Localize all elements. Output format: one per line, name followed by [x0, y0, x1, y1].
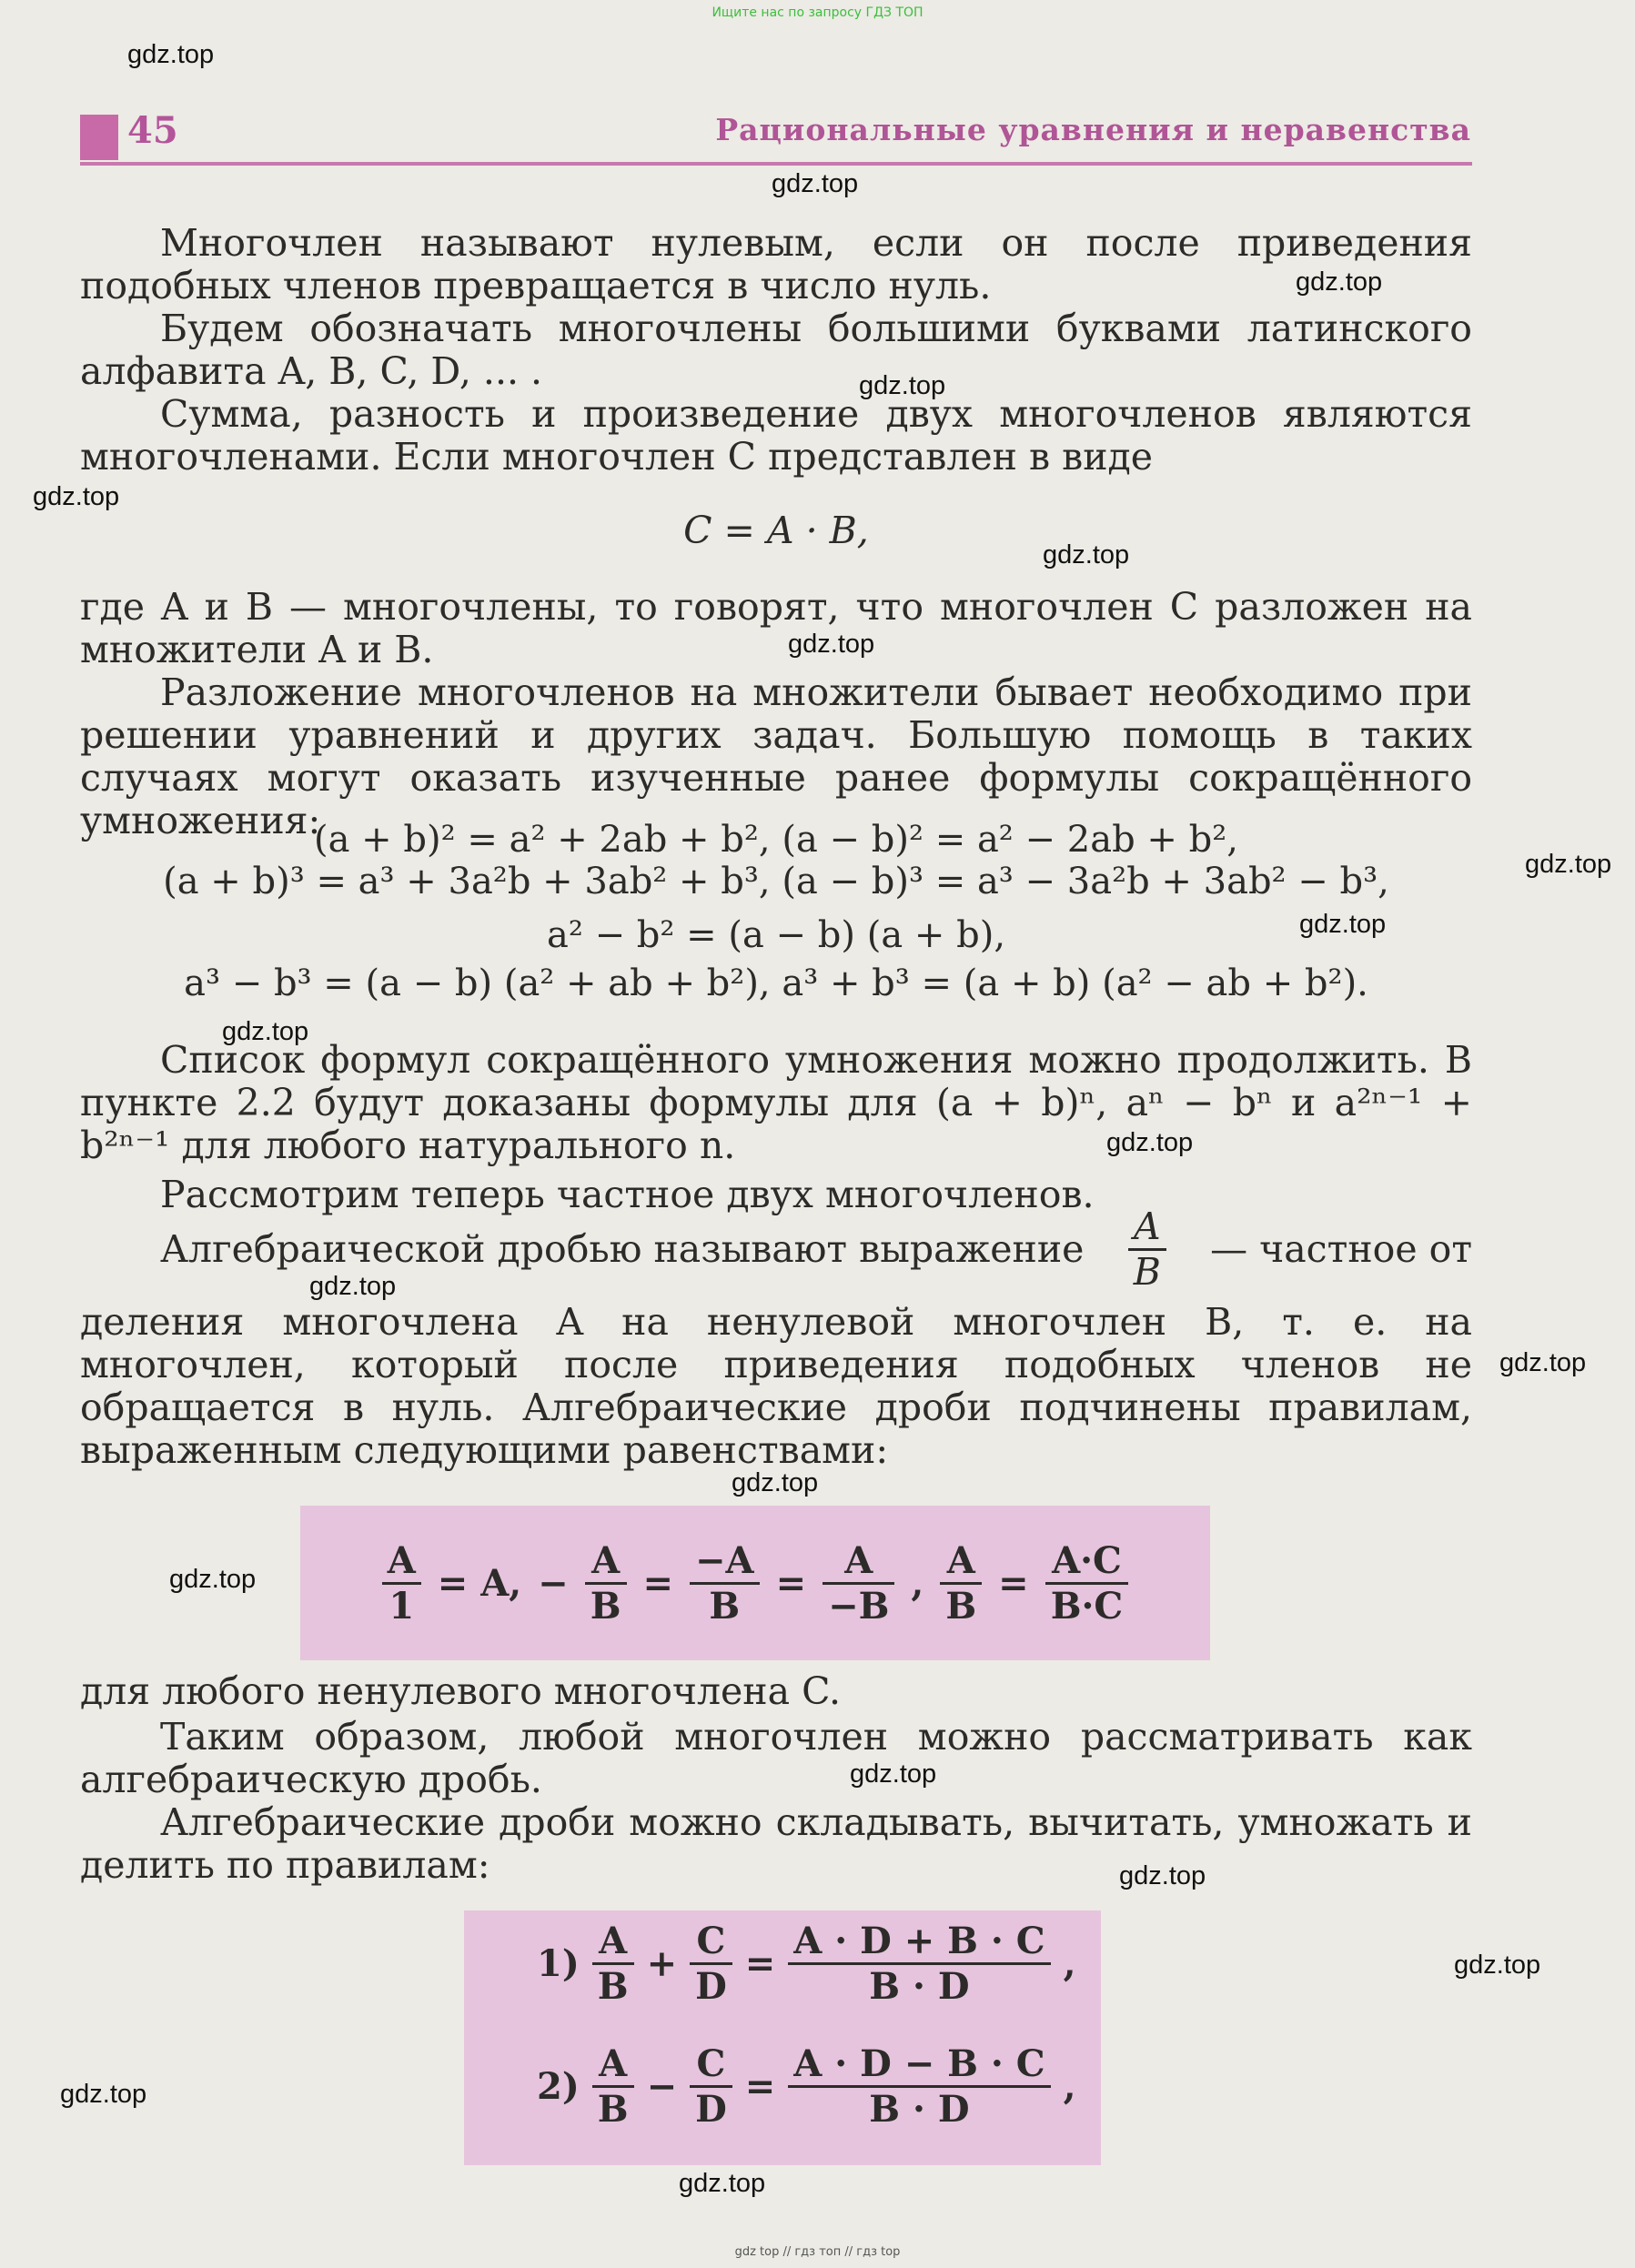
paragraph-8-end: — частное от — [1210, 1227, 1472, 1271]
header-divider — [80, 162, 1472, 166]
formula-cubes: (a + b)³ = a³ + 3a²b + 3ab² + b³, (a − b)³ = a³ − 3a²b + 3ab² − b³, — [163, 861, 1389, 902]
rule-addition: 1) $\frac{A}{B}$ + $\frac{C}{D}$ = $\frac{A \cdot D + B \cdot C}{B \cdot D}$ , — [537, 1920, 1076, 2008]
watermark: gdz.top — [850, 1759, 937, 1789]
fraction-neg-a-over-b: $\frac{A}{B}$ — [585, 1539, 627, 1628]
minus-sign: − — [538, 1561, 569, 1605]
watermark: gdz.top — [1106, 1128, 1194, 1157]
paragraph-8 — [80, 1205, 1472, 1294]
watermark: gdz.top — [679, 2169, 766, 2198]
paragraph-11: Таким образом, любой многочлен можно рассматривать как алгебраическую дробь. — [80, 1715, 1472, 1801]
watermark: gdz.top — [1119, 1861, 1206, 1890]
watermark: gdz.top — [772, 169, 859, 198]
watermark: gdz.top — [859, 371, 946, 400]
rule-subtraction: 2) $\frac{A}{B}$ − $\frac{C}{D}$ = $\frac{A \cdot D - B \cdot C}{B \cdot D}$ , — [537, 2042, 1076, 2131]
watermark: gdz.top — [788, 630, 875, 659]
equals-a: = A, — [437, 1561, 522, 1605]
watermark: gdz.top — [1454, 1950, 1541, 1980]
watermark: gdz.top — [309, 1272, 397, 1301]
bottom-note: gdz top // гдз топ // гдз top — [734, 2245, 901, 2259]
paragraph-6: Список формул сокращённого умножения можно продолжить. В пункте 2.2 будут доказаны формулы для (a + b)ⁿ, aⁿ − bⁿ и a²ⁿ⁻¹ + b²ⁿ⁻¹ для любого натурального n. — [80, 1038, 1472, 1167]
watermark: gdz.top — [222, 1017, 309, 1046]
paragraph-8-start: Алгебраической дробью называют выражение — [160, 1227, 1085, 1271]
watermark: gdz.top — [1525, 850, 1612, 879]
formula-sum-diff-cubes: a³ − b³ = (a − b) (a² + ab + b²), a³ + b³ = (a + b) (a² − ab + b²). — [184, 963, 1368, 1004]
formula-c-product: C = A · B, — [683, 509, 869, 552]
fraction-a-over-b-2: $\frac{A}{B}$ — [940, 1539, 982, 1628]
operation-rules-box — [464, 1910, 1101, 2165]
fraction-minus-a-over-b: $\frac{-A}{B}$ — [690, 1539, 760, 1628]
paragraph-1: Многочлен называют нулевым, если он после приведения подобных членов превращается в число нуль. — [80, 221, 1472, 307]
paragraph-12: Алгебраические дроби можно складывать, вычитать, умножать и делить по правилам: — [80, 1800, 1472, 1887]
watermark: gdz.top — [127, 40, 215, 69]
page-number-marker — [80, 115, 118, 160]
watermark: gdz.top — [1299, 910, 1387, 939]
page-number: 45 — [127, 109, 178, 152]
fraction-numerator: A — [1128, 1205, 1166, 1251]
watermark: gdz.top — [1043, 540, 1130, 570]
paragraph-10: для любого ненулевого многочлена C. — [80, 1669, 842, 1713]
fraction-a-over-minus-b: $\frac{A}{-B}$ — [823, 1539, 894, 1628]
paragraph-4: где A и B — многочлены, то говорят, что многочлен C разложен на множители A и B. — [80, 585, 1472, 671]
paragraph-2: Будем обозначать многочлены большими буквами латинского алфавита A, B, C, D, ... . — [80, 307, 1472, 393]
fraction-a-over-1: $\frac{A}{1}$ — [382, 1539, 421, 1628]
section-title: Рациональные уравнения и неравенства — [715, 112, 1471, 147]
fraction-a-over-b — [1128, 1205, 1166, 1294]
watermark: gdz.top — [732, 1468, 819, 1497]
formula-diff-squares: a² − b² = (a − b) (a + b), — [546, 914, 1006, 956]
watermark: gdz.top — [60, 2080, 147, 2109]
paragraph-3: Сумма, разность и произведение двух многочленов являются многочленами. Если многочлен C представлен в виде — [80, 392, 1472, 479]
watermark: gdz.top — [169, 1565, 257, 1594]
watermark: gdz.top — [1296, 267, 1383, 297]
fraction-denominator: B — [1133, 1250, 1161, 1294]
watermark: gdz.top — [1499, 1348, 1587, 1377]
top-note: Ищите нас по запросу ГДЗ ТОП — [712, 5, 923, 20]
paragraph-9: деления многочлена A на ненулевой многочлен B, т. е. на многочлен, который после приведения подобных членов не обращается в нуль. Алгебраические дроби подчинены правилам, выраженным следующими равенствами: — [80, 1300, 1472, 1472]
paragraph-5: Разложение многочленов на множители бывает необходимо при решении уравнений и других задач. Большую помощь в таких случаях могут оказать изученные ранее формулы сокращённого умножения: — [80, 670, 1472, 842]
fraction-ac-over-bc: $\frac{A\cdot C}{B\cdot C}$ — [1045, 1539, 1129, 1628]
formula-squares: (a + b)² = a² + 2ab + b², (a − b)² = a² − 2ab + b², — [314, 819, 1238, 861]
fraction-rules-box: $\frac{A}{1}$ = A, − $\frac{A}{B}$ = $\frac{-A}{B}$ = $\frac{A}{-B}$ , $\frac{A}{B}$ = $\frac{A\cdot C}{B\cdot C}$ — [300, 1506, 1210, 1660]
paragraph-7: Рассмотрим теперь частное двух многочленов. — [160, 1173, 1095, 1216]
watermark: gdz.top — [33, 482, 120, 511]
